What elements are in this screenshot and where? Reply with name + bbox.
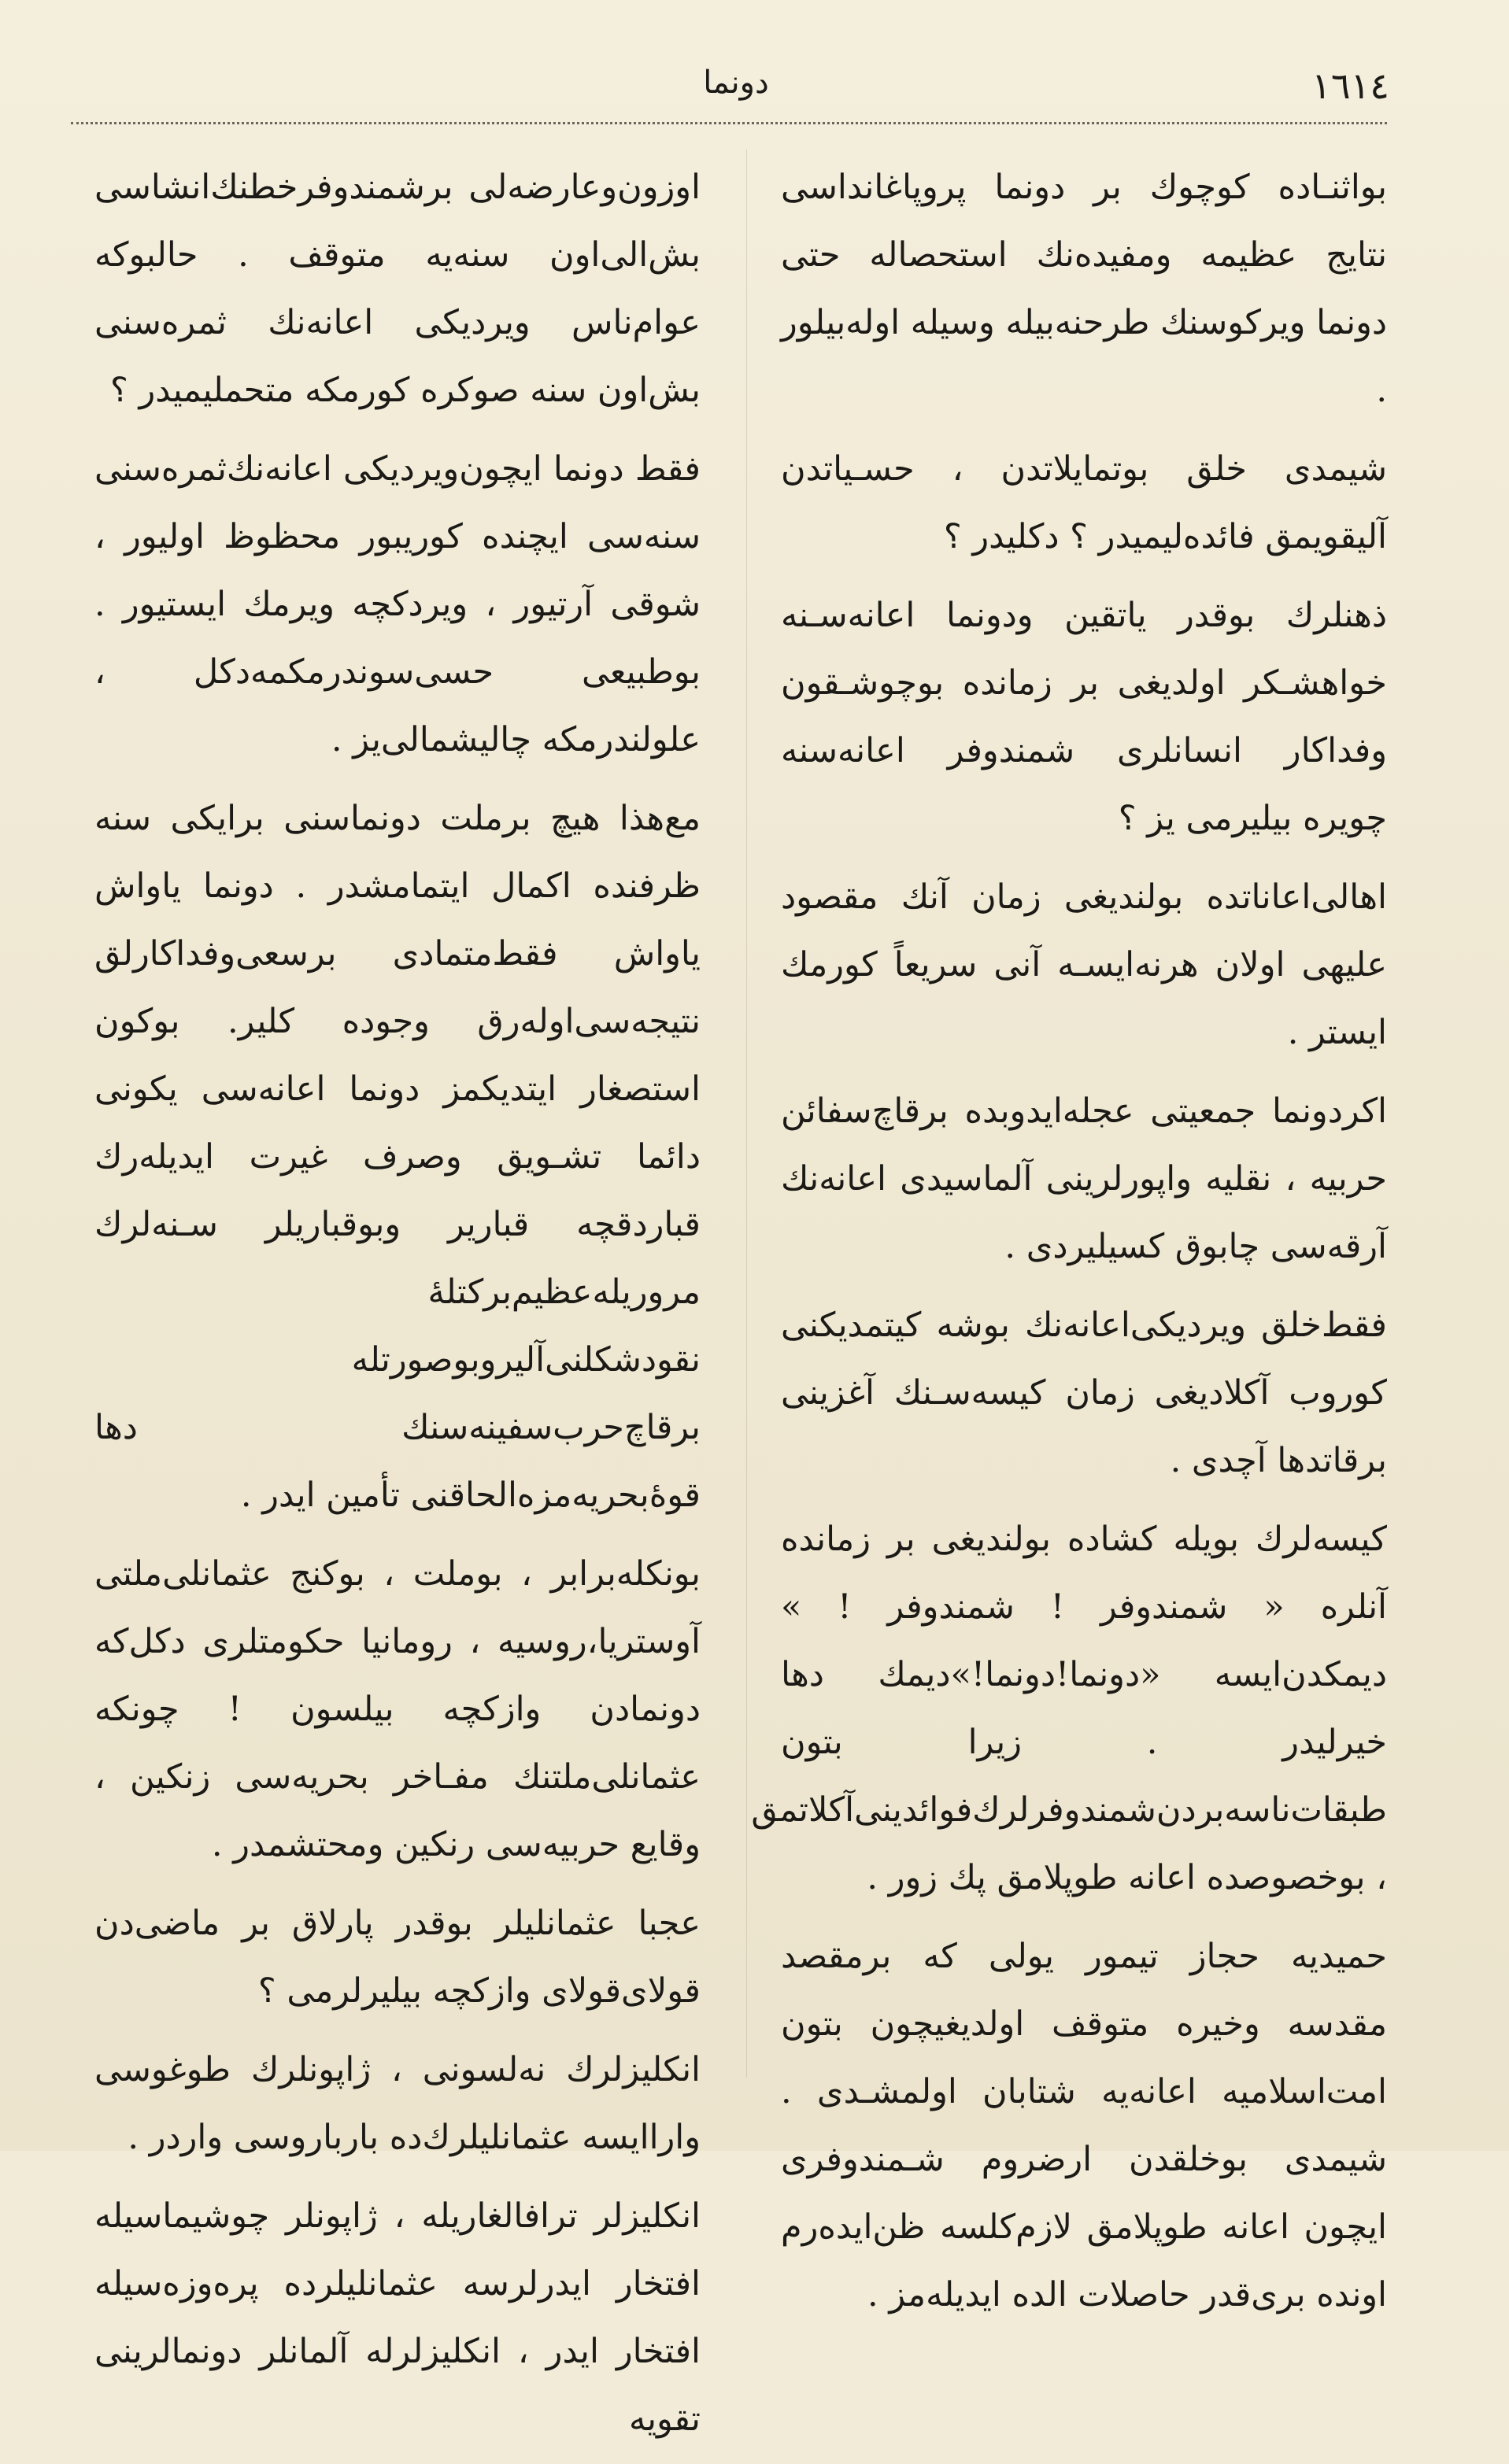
- paragraph: اهالى‌اعاناتده بولنديغى زمان آنك مقصود عليهى اولان هرنه‌ايسـه آنى سريعاً كورمك ايستر .: [781, 877, 1387, 1052]
- paragraph: اكردونما جمعيتى عجله‌ايدوبده برقاچ‌سفائن حربيه ، نقليه واپورلرينى آلماسيدى اعانه‌نك آرقه‌سى چابوق كسيليردى .: [781, 1092, 1387, 1266]
- page-number: ١٦١٤: [1311, 65, 1389, 107]
- page-header: [0, 65, 1509, 127]
- paragraph: فقط‌خلق ويرديكى‌اعانه‌نك بوشه كيتمديكنى كوروب آكلاديغى زمان كيسه‌سـنك آغزينى برقاتدها آچدى .: [781, 1306, 1387, 1480]
- right-column: [751, 153, 1387, 2340]
- paragraph: كيسه‌لرك بويله كشاده بولنديغى بر زمانده آنلره « شمندوفر ! شمندوفر ! » ديمكدن‌ايسه «دونما!دونما!»ديمك دها خيرليدر . زيرا بتون طبقات‌ناسه‌بردن‌شمندوفرلرك‌فوائدينى‌آكلاتمق ، بوخصوصده اعانه طوپلامق پك زور .: [751, 1520, 1387, 1897]
- paragraph: انكليزلر ترافالغاريله ، ژاپونلر چوشيماسيله افتخار ايدرلرسه عثمانليلرده پره‌وزه‌سيله افتخار ايدر ، انكليزلرله آلمانلر دونمالرينى تقويه: [94, 2196, 701, 2439]
- paragraph: شيمدى خلق بوتمايلاتدن ، حسـياتدن آليقويمق فائده‌ليميدر ؟ دكليدر ؟: [781, 449, 1387, 556]
- header-dotted-rule: [71, 122, 1387, 124]
- paragraph: فقط دونما ايچون‌ويرديكى اعانه‌نك‌ثمره‌سنى سنه‌سى ايچنده كوريبور محظوظ اوليور ، شوقى آرتيور ، ويردكچه ويرمك ايستيور . بوطبيعى حسى‌سوندرمكمه‌دكل ، علولندرمكه چاليشمالى‌يز .: [94, 449, 701, 759]
- paragraph: بونكله‌برابر ، بوملت ، بوكنج عثمانلى‌ملتى آوستريا،روسيه ، رومانيا حكومتلرى دكل‌كه دونمادن وازكچه بيلسون ! چونكه عثمانلى‌ملتنك مفـاخر بحريه‌سى زنكين ، وقايع حربيه‌سى رنكين ومحتشمدر .: [94, 1554, 701, 1864]
- paragraph: انكليزلرك نه‌لسونى ، ژاپونلرك طوغوسى واراايسه عثمانليلرك‌ده بارباروسى واردر .: [94, 2050, 701, 2157]
- paragraph: مع‌هذا هيچ برملت دونماسنى برايكى سنه ظرفنده اكمال ايتمامشدر . دونما ياواش ياواش فقط‌متمادى برسعى‌وفداكارلق نتيجه‌سى‌اوله‌رق وجوده كلير. بوكون استصغار ايتديكمز دونما اعانه‌سى يكونى دائما تشـويق وصرف غيرت ايديله‌رك قباردقچه قبارير وبوقباريلر سـنه‌لرك مروريله‌عظيم‌بركتله‌ٔ نقودشكلنى‌آليروبوصورتله برقاچ‌حرب‌سفينه‌سنك دها قوهٔ‌بحريه‌مزه‌الحاقنى تأمين ايدر .: [94, 799, 701, 1515]
- paragraph: عجبا عثمانليلر بوقدر پارلاق بر ماضى‌دن قولاى‌قولاى وازكچه بيليرلرمى ؟: [94, 1904, 701, 2011]
- paragraph: اوزون‌وعارضه‌لى برشمندوفرخطنك‌انشاسى بش‌الى‌اون سنه‌يه متوقف . حالبوكه عوام‌ناس ويرديكى اعانه‌نك ثمره‌سنى بش‌اون سنه صوكره كورمكه متحمليميدر ؟: [94, 168, 701, 410]
- left-column: [94, 153, 701, 2464]
- running-title: دونما: [703, 65, 769, 101]
- paragraph: حميديه حجاز تيمور يولى كه برمقصد مقدسه وخيره متوقف اولديغيچون بتون امت‌اسلاميه اعانه‌يه شتابان اولمشـدى . شيمدى بوخلقدن ارضروم شـمندوفرى ايچون اعانه طوپلامق لازم‌كلسه ظن‌ايده‌رم اونده برى‌قدر حاصلات الده ايديله‌مز .: [781, 1937, 1387, 2314]
- paragraph: بواثنـاده كوچوك بر دونما پروپاغانداسى نتايج عظيمه ومفيده‌نك استحصاله حتى دونما ويركوسنك طرحنه‌بيله وسيله اوله‌بيلور .: [781, 168, 1387, 410]
- paragraph: ذهنلرك بوقدر ياتقين ودونما اعانه‌سـنه خواهشـكر اولديغى بر زمانده بوچوشـقون وفداكار انسانلرى شمندوفر اعانه‌سنه چويره بيليرمى يز ؟: [781, 596, 1387, 838]
- column-gutter: [746, 150, 747, 2078]
